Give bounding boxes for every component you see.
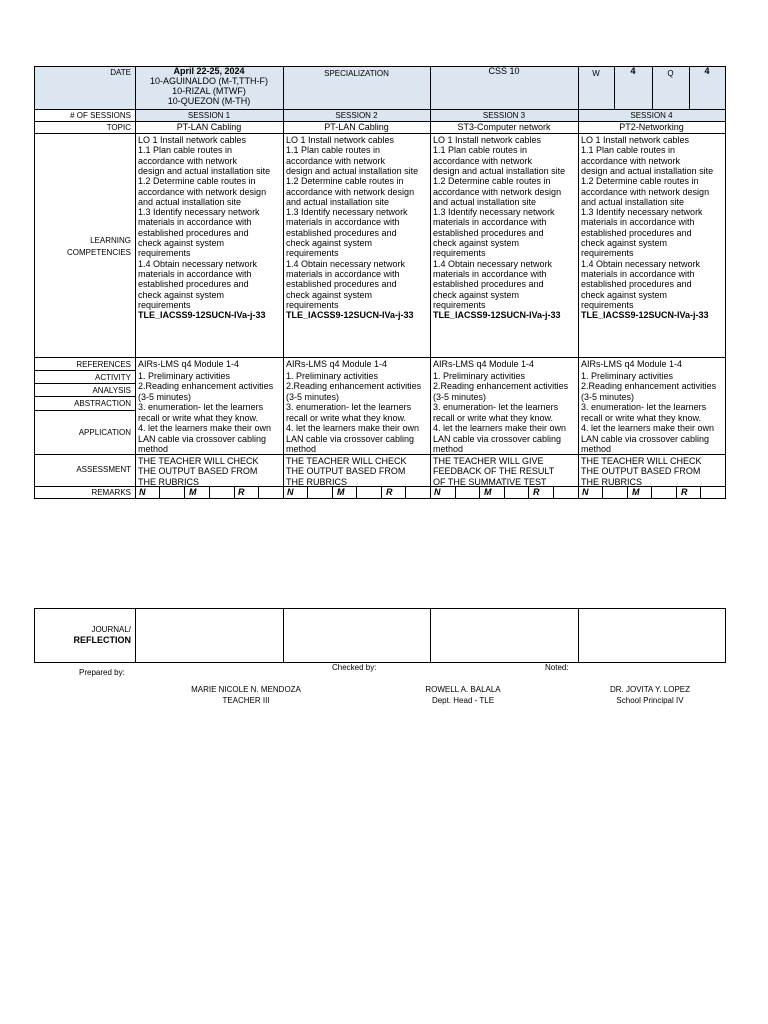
competency-line: accordance with network [433, 155, 533, 166]
assessment-line: THE OUTPUT BASED FROM [138, 466, 258, 477]
section-quezon: 10-QUEZON (M-TH) [167, 96, 251, 106]
competency-line: established procedures and [433, 279, 544, 290]
competency-line: and actual installation site [286, 196, 390, 207]
procedure-line: 4. let the learners make their own [138, 423, 272, 433]
session-topic: PT-LAN Cabling [176, 122, 242, 132]
procedure-line: recall or write what they know. [581, 412, 702, 423]
noted-label: Noted: [545, 663, 569, 672]
competency-code: TLE_IACSS9-12SUCN-IVa-j-33 [433, 310, 561, 321]
references-label: REFERENCES [76, 360, 131, 369]
competency-code: TLE_IACSS9-12SUCN-IVa-j-33 [138, 310, 266, 321]
procedure-line: 4. let the learners make their own [433, 423, 567, 433]
competency-line: design and actual installation site [286, 165, 419, 176]
date-range: April 22-25, 2024 [173, 66, 245, 76]
competency-line: established procedures and [581, 227, 692, 238]
procedure-line: (3-5 minutes) [138, 391, 192, 402]
activity-label: ACTIVITY [94, 373, 131, 382]
competency-line: established procedures and [433, 227, 544, 238]
competency-line: and actual installation site [433, 196, 537, 207]
competency-line: materials in accordance with [433, 268, 547, 279]
competency-line: materials in accordance with [581, 268, 695, 279]
procedure-line: 3. enumeration- let the learners [286, 402, 412, 412]
assessment-line: THE TEACHER WILL GIVE [433, 456, 544, 466]
analysis-label: ANALYSIS [92, 386, 131, 395]
procedure-line: method [286, 444, 317, 454]
competency-line: accordance with network design [581, 186, 710, 197]
assessment-line: THE OUTPUT BASED FROM [581, 466, 701, 477]
checker-name: ROWELL A. BALALA [425, 685, 501, 694]
competency-line: materials in accordance with [286, 268, 400, 279]
week-label: W [592, 69, 600, 78]
session-label: SESSION 4 [630, 111, 673, 120]
remarks-label: REMARKS [91, 488, 131, 497]
abstraction-label: ABSTRACTION [74, 399, 131, 408]
session-label: SESSION 2 [335, 111, 378, 120]
procedure-line: LAN cable via crossover cabling [433, 433, 562, 444]
remarks-mark: N [434, 487, 441, 497]
competency-line: established procedures and [286, 279, 397, 290]
checked-by-label: Checked by: [332, 663, 377, 672]
section-aguinaldo: 10-AGUINALDO (M-T,TTH-F) [150, 76, 268, 86]
assessment-line: THE RUBRICS [286, 476, 348, 487]
procedure-line: 1. Preliminary activities [286, 370, 379, 381]
competency-line: accordance with network [581, 155, 681, 166]
procedure-line: 2.Reading enhancement activities [138, 381, 274, 391]
competency-line: 1.2 Determine cable routes in [138, 176, 256, 187]
reflection-label: REFLECTION [73, 635, 131, 645]
competency-line: 1.3 Identify necessary network [286, 207, 408, 218]
remarks-mark: N [139, 487, 146, 497]
procedure-line: method [433, 444, 464, 454]
competency-line: requirements [581, 299, 634, 310]
session-label: SESSION 1 [187, 111, 231, 120]
assessment-line: THE TEACHER WILL CHECK [286, 456, 407, 466]
procedure-line: LAN cable via crossover cabling [581, 433, 710, 444]
references-value: AIRs-LMS q4 Module 1-4 [138, 359, 240, 369]
assessment-label: ASSESSMENT [76, 465, 131, 474]
competency-line: LO 1 Install network cables [286, 135, 395, 145]
assessment-line: THE RUBRICS [138, 476, 200, 487]
noter-title: School Principal IV [616, 696, 684, 705]
prepared-by-label: Prepared by: [79, 668, 125, 677]
competency-line: 1.1 Plan cable routes in [433, 145, 528, 156]
competency-line: LO 1 Install network cables [433, 135, 542, 145]
procedure-line: 3. enumeration- let the learners [581, 402, 707, 412]
procedure-line: 1. Preliminary activities [581, 370, 674, 381]
competency-line: 1.1 Plan cable routes in [581, 145, 676, 156]
remarks-mark: R [681, 487, 688, 497]
competency-line: established procedures and [138, 279, 249, 290]
competency-line: requirements [138, 248, 191, 259]
competency-line: 1.4 Obtain necessary network [581, 258, 701, 269]
competency-line: check against system [581, 289, 668, 300]
preparer-title: TEACHER III [222, 696, 270, 705]
competency-line: established procedures and [581, 279, 692, 290]
competency-line: check against system [433, 289, 520, 300]
procedure-line: recall or write what they know. [138, 412, 259, 423]
competency-line: accordance with network design [433, 186, 562, 197]
section-rizal: 10-RIZAL (MTWF) [172, 86, 246, 96]
week-value: 4 [630, 66, 636, 76]
competency-line: requirements [433, 299, 486, 310]
remarks-mark: R [386, 487, 393, 497]
date-label: DATE [110, 68, 131, 77]
competency-line: LO 1 Install network cables [581, 135, 690, 145]
session-topic: ST3-Computer network [457, 122, 551, 132]
competency-line: materials in accordance with [581, 217, 695, 228]
procedure-line: 4. let the learners make their own [581, 423, 715, 433]
remarks-mark: N [287, 487, 294, 497]
competency-line: and actual installation site [138, 196, 242, 207]
competency-line: check against system [286, 289, 373, 300]
session-label: SESSION 3 [482, 111, 526, 120]
competency-line: 1.3 Identify necessary network [138, 207, 260, 218]
remarks-mark: M [632, 487, 640, 497]
preparer-name: MARIE NICOLE N. MENDOZA [191, 685, 301, 694]
procedure-line: (3-5 minutes) [581, 391, 635, 402]
procedure-line: LAN cable via crossover cabling [286, 433, 415, 444]
competency-line: 1.4 Obtain necessary network [138, 258, 258, 269]
procedure-line: method [138, 444, 169, 454]
procedure-line: 1. Preliminary activities [138, 370, 231, 381]
assessment-line: THE TEACHER WILL CHECK [581, 456, 702, 466]
quarter-value: 4 [704, 66, 710, 76]
checker-title: Dept. Head - TLE [431, 696, 495, 705]
assessment-line: THE TEACHER WILL CHECK [138, 456, 259, 466]
competency-line: requirements [286, 299, 339, 310]
competency-code: TLE_IACSS9-12SUCN-IVa-j-33 [286, 310, 414, 321]
procedure-line: 1. Preliminary activities [433, 370, 526, 381]
procedure-line: 2.Reading enhancement activities [286, 381, 422, 391]
competency-line: 1.3 Identify necessary network [581, 207, 703, 218]
remarks-mark: R [238, 487, 245, 497]
competency-line: 1.2 Determine cable routes in [581, 176, 699, 187]
competency-line: materials in accordance with [138, 268, 252, 279]
competency-line: requirements [581, 248, 634, 259]
competencies-label-line2: COMPETENCIES [66, 248, 131, 257]
competency-line: 1.1 Plan cable routes in [138, 145, 233, 156]
topic-label: TOPIC [106, 123, 131, 132]
sessions-label: # OF SESSIONS [70, 111, 131, 120]
competency-line: check against system [138, 289, 225, 300]
procedure-line: (3-5 minutes) [433, 391, 487, 402]
procedure-line: 3. enumeration- let the learners [138, 402, 264, 412]
references-value: AIRs-LMS q4 Module 1-4 [433, 359, 535, 369]
competency-line: 1.1 Plan cable routes in [286, 145, 381, 156]
assessment-line: FEEDBACK OF THE RESULT [433, 466, 555, 477]
procedure-line: 4. let the learners make their own [286, 423, 420, 433]
references-value: AIRs-LMS q4 Module 1-4 [286, 359, 388, 369]
procedure-line: method [581, 444, 612, 454]
competency-line: requirements [286, 248, 339, 259]
competency-line: check against system [433, 238, 520, 248]
remarks-mark: M [189, 487, 197, 497]
competency-line: accordance with network [286, 155, 386, 166]
specialization-label: SPECIALIZATION [324, 69, 389, 78]
competency-line: materials in accordance with [286, 217, 400, 228]
remarks-mark: M [484, 487, 492, 497]
remarks-mark: M [337, 487, 345, 497]
competency-line: materials in accordance with [433, 217, 547, 228]
remarks-mark: N [582, 487, 589, 497]
competency-line: 1.2 Determine cable routes in [286, 176, 404, 187]
remarks-mark: R [533, 487, 540, 497]
procedure-line: 3. enumeration- let the learners [433, 402, 559, 412]
competency-line: design and actual installation site [138, 165, 271, 176]
competency-line: 1.4 Obtain necessary network [286, 258, 406, 269]
competency-line: design and actual installation site [581, 165, 714, 176]
assessment-line: THE OUTPUT BASED FROM [286, 466, 406, 477]
procedure-line: LAN cable via crossover cabling [138, 433, 267, 444]
competency-line: LO 1 Install network cables [138, 135, 247, 145]
competency-code: TLE_IACSS9-12SUCN-IVa-j-33 [581, 310, 709, 321]
procedure-line: recall or write what they know. [286, 412, 407, 423]
competency-line: and actual installation site [581, 196, 685, 207]
competencies-label-line1: LEARNING [90, 236, 131, 245]
competency-line: accordance with network design [286, 186, 415, 197]
competency-line: accordance with network [138, 155, 238, 166]
procedure-line: (3-5 minutes) [286, 391, 340, 402]
competency-line: check against system [286, 238, 373, 248]
quarter-label: Q [667, 69, 674, 78]
competency-line: 1.4 Obtain necessary network [433, 258, 553, 269]
noter-name: DR. JOVITA Y. LOPEZ [609, 685, 691, 694]
procedure-line: 2.Reading enhancement activities [433, 381, 569, 391]
journal-label: JOURNAL/ [91, 625, 131, 634]
subject-value: CSS 10 [488, 66, 520, 76]
competency-line: materials in accordance with [138, 217, 252, 228]
session-topic: PT-LAN Cabling [324, 122, 389, 132]
competency-line: established procedures and [286, 227, 397, 238]
competency-line: established procedures and [138, 227, 249, 238]
competency-line: check against system [581, 238, 668, 248]
competency-line: requirements [433, 248, 486, 259]
competency-line: accordance with network design [138, 186, 267, 197]
competency-line: 1.3 Identify necessary network [433, 207, 555, 218]
references-value: AIRs-LMS q4 Module 1-4 [581, 359, 683, 369]
session-topic: PT2-Networking [619, 122, 684, 132]
procedure-line: 2.Reading enhancement activities [581, 381, 717, 391]
competency-line: 1.2 Determine cable routes in [433, 176, 551, 187]
assessment-line: OF THE SUMMATIVE TEST [433, 476, 547, 487]
assessment-line: THE RUBRICS [581, 476, 643, 487]
competency-line: check against system [138, 238, 225, 248]
competency-line: requirements [138, 299, 191, 310]
procedure-line: recall or write what they know. [433, 412, 554, 423]
application-label: APPLICATION [78, 428, 131, 437]
competency-line: design and actual installation site [433, 165, 566, 176]
